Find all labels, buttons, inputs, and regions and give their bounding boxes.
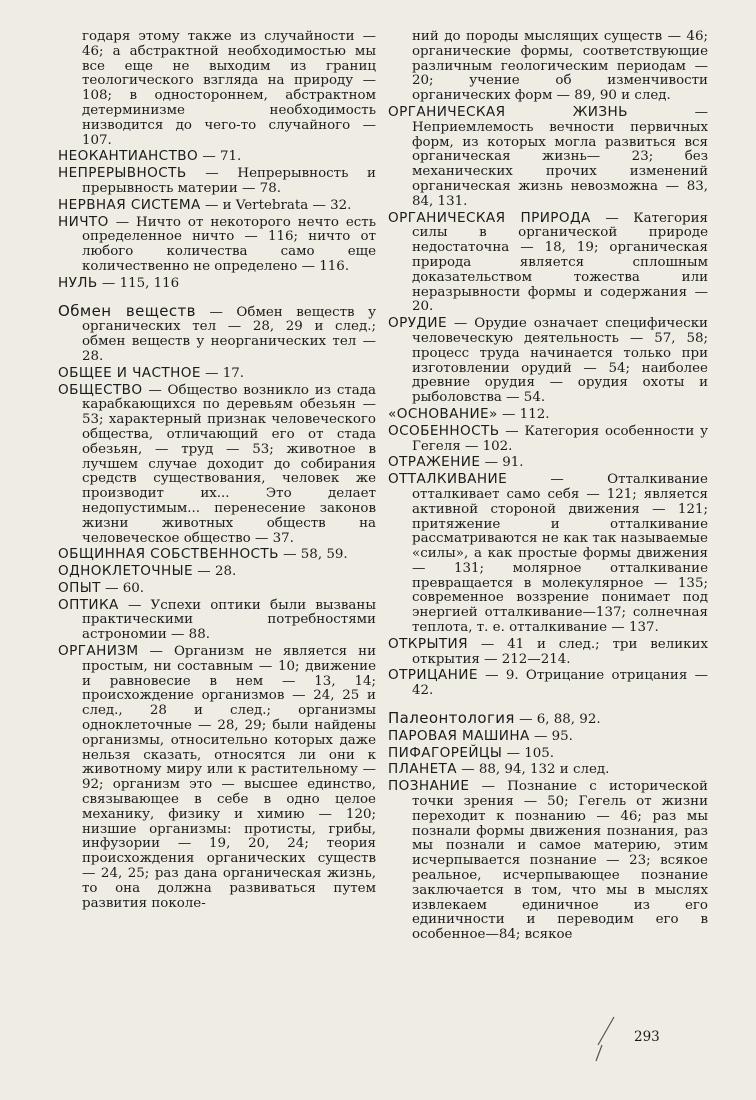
index-entry-text: — 41 и след.; три великих открытия — 212—214.: [412, 636, 708, 667]
index-headword: НЕРВНАЯ СИСТЕМА: [58, 196, 201, 213]
page-number: 293: [634, 1029, 660, 1045]
index-entry-text: — 6, 88, 92.: [519, 712, 601, 728]
index-entry: [58, 598, 376, 643]
index-headword: ОТРАЖЕНИЕ: [388, 454, 481, 471]
index-entry: [58, 547, 376, 563]
index-entry-text: — 17.: [205, 365, 245, 381]
index-entry-text: — Непрерывность и прерывность материи — 78.: [82, 166, 376, 196]
index-headword: ОРГАНИЗМ: [58, 643, 139, 660]
index-headword: НУЛЬ: [58, 274, 98, 291]
index-headword: ПОЗНАНИЕ: [388, 778, 470, 795]
index-entry-text: — 60.: [105, 580, 145, 596]
index-entry: [58, 564, 376, 580]
index-entry: [388, 316, 708, 406]
index-entry: [58, 581, 376, 597]
index-entry: [388, 637, 708, 668]
index-entry-text: — 112.: [502, 406, 550, 422]
index-entry-text: — 95.: [533, 728, 573, 744]
index-headword: ОТКРЫТИЯ: [388, 635, 468, 652]
index-headword: ПИФАГОРЕЙЦЫ: [388, 744, 503, 761]
index-entry: [58, 215, 376, 275]
index-headword: ОРГАНИЧЕСКАЯ ПРИРОДА: [388, 209, 591, 226]
index-headword: ОДНОКЛЕТОЧНЫЕ: [58, 563, 194, 580]
index-entry: [388, 779, 708, 943]
index-entry-text: — Неприемлемость вечности первичных форм, из которых могла развиться вся органическая жизнь— 23; без механических прочих изменений органическая жизнь невозможна — 83, 84, 131.: [412, 104, 708, 209]
index-entry-continuation: [388, 30, 708, 104]
index-entry-text: — 58, 59.: [283, 547, 348, 563]
index-entry-text: — 9. Отрицание отрицания — 42.: [412, 668, 708, 699]
index-entry-text: — 115, 116: [101, 275, 180, 291]
index-entry-text: — Познание с исторической точки зрения — 50; Гегель от жизни переходит к познанию — 46; раз мы познали формы движения познания, раз мы познали и самое материю, этим исчерпывается познание — 23; всякое реальное, исчерпывающее познание заключается в том, что мы в мыслях извлекаем единичное из его единичности и переводим его в особенное—84; всякое: [412, 779, 708, 943]
index-headword: ОРУДИЕ: [388, 315, 447, 332]
index-column-right: [388, 30, 708, 944]
index-headword: Палеонтология: [388, 709, 515, 728]
index-entry-text: — 88, 94, 132 и след.: [461, 762, 610, 778]
index-column-left: [58, 30, 376, 912]
index-headword: «ОСНОВАНИЕ»: [388, 405, 498, 422]
index-entry: [58, 383, 376, 547]
index-headword: НЕПРЕРЫВНОСТЬ: [58, 165, 187, 182]
index-entry: [58, 149, 376, 165]
index-entry: [388, 424, 708, 455]
index-entry-text: — Орудие означает специфически человеческую деятельность — 57, 58; процесс труда начинается только при изготовлении орудий — 54; наиболее древние орудия — орудия охоты и рыболовства — 54.: [412, 316, 708, 406]
pencil-mark: [592, 1015, 618, 1063]
index-entry: [388, 729, 708, 745]
index-entry-text: — 105.: [506, 745, 555, 761]
index-entry: [58, 644, 376, 911]
index-headword: ПЛАНЕТА: [388, 761, 457, 778]
index-entry-text: — Категория особенности у Гегеля — 102.: [412, 423, 708, 454]
index-headword: НИЧТО: [58, 213, 109, 230]
index-entry-text: — 91.: [484, 455, 524, 471]
index-headword: ОБЩЕСТВО: [58, 381, 143, 398]
index-entry: [58, 198, 376, 214]
index-entry-text: — Организм не является ни простым, ни составным — 10; движение и равновесие в нем — 13, 14; происхождение организмов — 24, 25 и след., 28 и след.; организмы одноклеточные — 28, 29; были найдены организмы, относительно которых даже нельзя сказать, относятся ли они к животному миру или к растительному — 92; организм это — высшее единство, связывающее в себе в одно целое механику, физику и химию — 120; низшие организмы: протисты, грибы, инфузории — 19, 20, 24; теория происхождения органических существ — 24, 25; раз дана органическая жизнь, то она должна развиваться путем развития поколе-: [82, 644, 376, 911]
index-entry: [58, 366, 376, 382]
index-entry: [388, 762, 708, 778]
index-entry-text: — 28.: [197, 564, 237, 580]
index-entry: [388, 105, 708, 210]
index-entry-text: годаря этому также из случайности — 46; а абстрактной необходимостью мы все еще не выходим из границ теологического взгляда на природу — 108; в одностороннем, абстрактном детерминизме необходимость низводится до чего-то случайного — 107.: [82, 29, 376, 148]
index-entry-text: — 71.: [202, 149, 242, 165]
index-entry: [388, 407, 708, 423]
index-headword: ОРГАНИЧЕСКАЯ ЖИЗНЬ: [388, 103, 628, 120]
index-headword: ОТРИЦАНИЕ: [388, 667, 478, 684]
index-entry: [388, 746, 708, 762]
index-entry: [58, 301, 376, 365]
index-headword: ОСОБЕННОСТЬ: [388, 422, 500, 439]
index-entry-text: — Общество возникло из стада карабкающихся по деревьям обезьян — 53; характерный признак человеческого общества, отличающий его от стада обезьян, — труд — 53; животное в лучшем случае доходит до собирания средств существования, человек же производит их... Это делает недопустимым... перенесение законов жизни животных обществ на человеческое общество — 37.: [82, 382, 376, 546]
index-entry-text: — Отталкивание отталкивает само себя — 121; является активной стороной движения — 121; притяжение и отталкивание рассматриваются не как так называемые «силы», а как простые формы движения — 131; молярное отталкивание превращается в молекулярное — 135; современное воззрение понимает под энергией отталкивание—137; солнечная теплота, т. е. отталкивание — 137.: [412, 472, 708, 636]
index-headword: НЕОКАНТИАНСТВО: [58, 148, 199, 165]
index-entry-continuation: [58, 30, 376, 148]
index-entry: [58, 276, 376, 292]
index-headword: ОБЩЕЕ И ЧАСТНОЕ: [58, 364, 201, 381]
index-headword: ОПТИКА: [58, 596, 119, 613]
index-headword: ОТТАЛКИВАНИЕ: [388, 471, 508, 488]
index-headword: ОПЫТ: [58, 579, 101, 596]
index-entry: [388, 472, 708, 636]
index-entry-text: ний до породы мыслящих существ — 46; органические формы, соответствующие различным геологическим периодам — 20; учение об изменчивости органических форм — 89, 90 и след.: [412, 29, 708, 104]
index-entry: [58, 166, 376, 197]
index-headword: ПАРОВАЯ МАШИНА: [388, 727, 530, 744]
index-entry-text: — и Vertebrata — 32.: [204, 197, 352, 213]
index-entry-text: — Категория силы в органической природе недостаточна — 18, 19; органическая природа является сплошным доказательством тожества или неразрывности формы и содержания — 20.: [412, 210, 708, 315]
index-entry: [388, 668, 708, 699]
index-entry-text: — Успехи оптики были вызваны практическими потребностями астрономии — 88.: [82, 597, 376, 643]
index-entry: [388, 711, 708, 728]
index-headword: ОБЩИННАЯ СОБСТВЕННОСТЬ: [58, 546, 279, 563]
index-headword: Обмен веществ: [58, 301, 196, 320]
index-entry: [388, 211, 708, 316]
index-entry-text: — Обмен веществ у органических тел — 28, 29 и след.; обмен веществ у неорганических тел — 28.: [82, 304, 376, 364]
index-entry: [388, 455, 708, 471]
index-entry-text: — Ничто от некоторого нечто есть определенное ничто — 116; ничто от любого количества само еще количественно не определено — 116.: [82, 214, 377, 274]
